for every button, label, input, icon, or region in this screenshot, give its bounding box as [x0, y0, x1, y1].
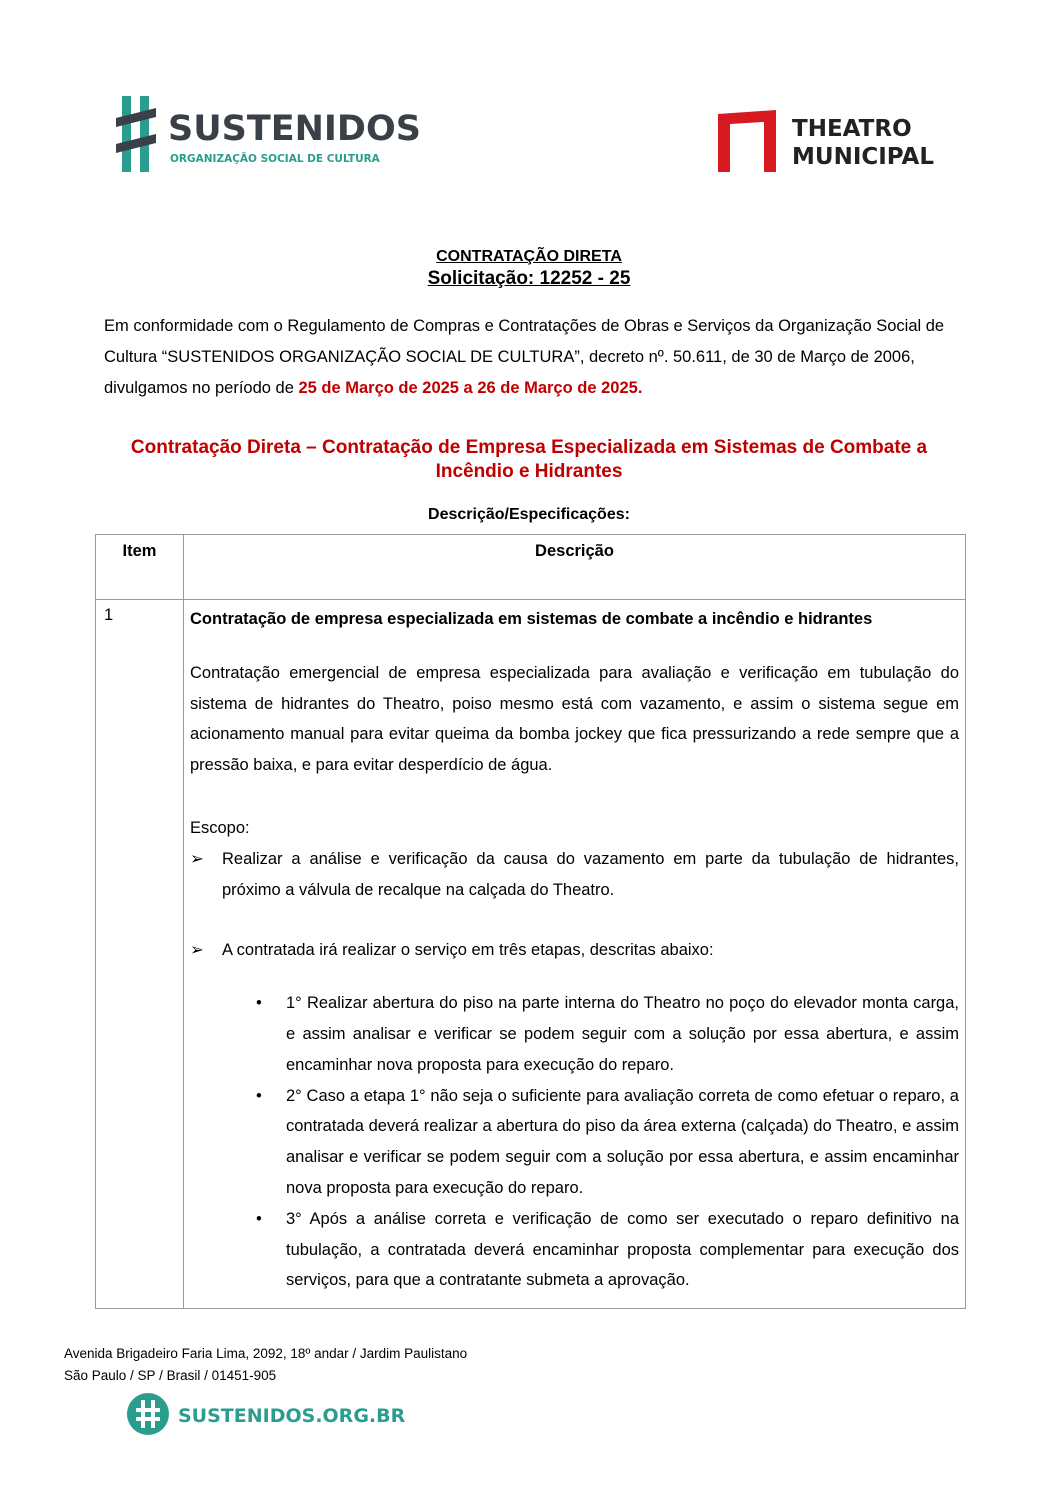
description-title: Contratação de empresa especializada em sistemas de combate a incêndio e hidrantes	[190, 610, 873, 628]
header-item: Item	[96, 535, 184, 600]
item-number: 1	[96, 600, 184, 1309]
procurement-heading: Contratação Direta – Contratação de Empresa Especializada em Sistemas de Combate a Incêndio e Hidrantes	[130, 437, 928, 482]
step-text: 1° Realizar abertura do piso na parte interna do Theatro no poço do elevador monta carga, e assim analisar e verificar se podem seguir com a solução por essa abertura, e assim encaminhar nova proposta para execução do reparo.	[286, 994, 959, 1074]
period-highlight: 25 de Março de 2025 a 26 de Março de 2025.	[298, 379, 643, 397]
list-item	[190, 988, 959, 1080]
list-item	[190, 935, 959, 1296]
logo-line2: MUNICIPAL	[792, 144, 935, 170]
document-title: CONTRATAÇÃO DIRETA	[436, 248, 622, 265]
table-row	[96, 600, 966, 1309]
scope-item-text: Realizar a análise e verificação da causa do vazamento em parte da tubulação de hidrantes, próximo a válvula de recalque na calçada do Theatro.	[222, 849, 959, 899]
list-item	[190, 844, 959, 906]
bullet-dot-icon: •	[256, 1209, 262, 1228]
request-number: Solicitação: 12252 - 25	[427, 268, 631, 289]
list-item	[190, 1204, 959, 1296]
theatre-frame-icon	[718, 110, 776, 172]
description-cell	[184, 600, 966, 1309]
scope-item-text: A contratada irá realizar o serviço em três etapas, descritas abaixo:	[222, 941, 714, 960]
hashtag-circle-icon	[127, 1393, 169, 1435]
footer-address	[64, 1343, 467, 1387]
table-header-row	[96, 535, 966, 600]
steps-list	[190, 988, 959, 1296]
scope-list	[190, 844, 959, 1296]
spec-table	[95, 534, 966, 1309]
hashtag-logo-icon	[116, 96, 156, 172]
address-line-1: Avenida Brigadeiro Faria Lima, 2092, 18º andar / Jardim Paulistano	[64, 1346, 468, 1361]
bullet-dot-icon: •	[256, 994, 262, 1013]
description-paragraph: Contratação emergencial de empresa especializada para avaliação e verificação em tubulação do sistema de hidrantes do Theatro, poiso mesmo está com vazamento, e assim o sistema segue em acionamento manual para evitar queima da bomba jockey que fica pressurizando a rede sempre que a pressão baixa, e para evitar desperdício de água.	[190, 663, 959, 775]
sustenidos-logo	[116, 94, 421, 174]
intro-text: Em conformidade com o Regulamento de Compras e Contratações de Obras e Serviços da Organização Social de Cultura “SUSTENIDOS ORGANIZAÇÃO SOCIAL DE CULTURA”, decreto nº. 50.611, de 30 de Março de 2006, divulgamos no período de	[104, 317, 945, 397]
spec-label: Descrição/Especificações:	[428, 506, 630, 523]
logo-line1: THEATRO	[792, 116, 912, 142]
list-item	[190, 1081, 959, 1204]
intro-paragraph	[104, 311, 964, 404]
header-description: Descrição	[184, 535, 966, 600]
footer-website-logo	[126, 1392, 406, 1436]
address-line-2: São Paulo / SP / Brasil / 01451-905	[64, 1368, 277, 1383]
bullet-dot-icon: •	[256, 1086, 262, 1105]
arrow-bullet-icon: ➢	[190, 849, 204, 868]
logo-name: SUSTENIDOS	[168, 109, 421, 149]
step-text: 2° Caso a etapa 1° não seja o suficiente para avaliação correta de como efetuar o reparo, a contratada deverá realizar a abertura do piso da área externa (calçada) do Theatro, e assim analisar e verificar se podem seguir com a solução por essa abertura, e assim encaminhar nova proposta para execução do reparo.	[286, 1086, 959, 1197]
logo-subtitle: ORGANIZAÇÃO SOCIAL DE CULTURA	[170, 153, 380, 165]
arrow-bullet-icon: ➢	[190, 941, 204, 960]
step-text: 3° Após a análise correta e verificação de como ser executado o reparo definitivo na tubulação, a contratada deverá encaminhar proposta complementar para execução dos serviços, para que a contratante submeta a aprovação.	[286, 1209, 959, 1290]
theatro-municipal-logo	[716, 108, 966, 174]
website-text: SUSTENIDOS.ORG.BR	[178, 1405, 406, 1427]
scope-label: Escopo:	[190, 818, 250, 837]
